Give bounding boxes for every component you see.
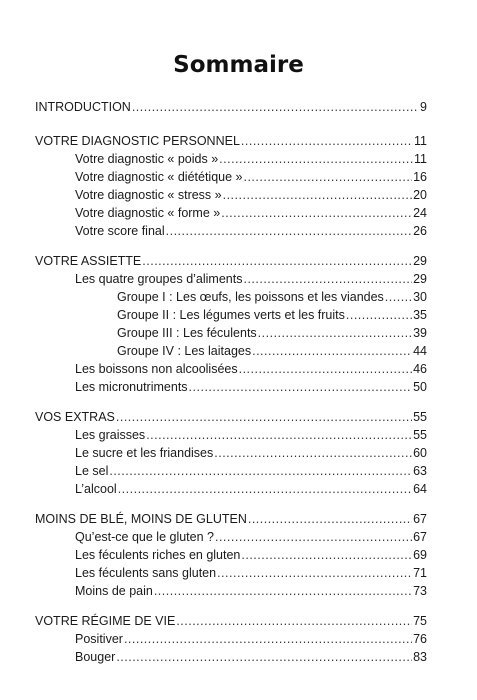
- toc-entry-label: VOTRE DIAGNOSTIC PERSONNEL: [35, 134, 240, 148]
- toc-entry[interactable]: [75, 360, 427, 378]
- dot-leader: [214, 444, 412, 462]
- toc-entry-page: 29: [413, 254, 427, 268]
- toc-entry-label: MOINS DE BLÉ, MOINS DE GLUTEN: [35, 512, 247, 526]
- toc-entry-label: Votre diagnostic « forme »: [75, 206, 221, 220]
- toc-entry-page: 76: [413, 632, 427, 646]
- dot-leader: [346, 306, 412, 324]
- toc-subentry[interactable]: [117, 324, 427, 342]
- toc-entry-label: L’alcool: [75, 482, 117, 496]
- dot-leader: [146, 426, 412, 444]
- toc-subentry[interactable]: [117, 288, 427, 306]
- toc-entry-page: 73: [413, 584, 427, 598]
- toc-entry[interactable]: [75, 630, 427, 648]
- toc-entry-label: Les quatre groupes d’aliments: [75, 272, 243, 286]
- toc-entry-page: 30: [413, 290, 427, 304]
- dot-leader: [243, 270, 412, 288]
- dot-leader: [221, 204, 412, 222]
- toc-subentry[interactable]: [117, 306, 427, 324]
- dot-leader: [176, 612, 412, 630]
- toc-entry-page: 9: [420, 100, 427, 114]
- toc-entry-page: 64: [413, 482, 427, 496]
- toc-entry-label: Le sucre et les friandises: [75, 446, 214, 460]
- dot-leader: [258, 324, 412, 342]
- toc-entry-page: 67: [413, 512, 427, 526]
- toc-entry[interactable]: [75, 528, 427, 546]
- toc-subentry[interactable]: [117, 342, 427, 360]
- toc-entry-page: 83: [413, 650, 427, 664]
- toc-entry-page: 24: [413, 206, 427, 220]
- page-title: Sommaire: [173, 52, 304, 78]
- toc-entry-page: 11: [414, 152, 427, 166]
- toc-entry-page: 55: [413, 410, 427, 424]
- toc-entry-label: Les féculents riches en gluten: [75, 548, 241, 562]
- toc-entry[interactable]: [75, 378, 427, 396]
- toc-entry-page: 60: [413, 446, 427, 460]
- toc-entry-page: 67: [413, 530, 427, 544]
- dot-leader: [109, 462, 412, 480]
- toc-entry-label: INTRODUCTION: [35, 100, 131, 114]
- dot-leader: [132, 98, 419, 116]
- toc-entry-label: VOTRE ASSIETTE: [35, 254, 142, 268]
- toc-entry[interactable]: [75, 582, 427, 600]
- toc-section[interactable]: [35, 132, 427, 150]
- toc-entry[interactable]: [75, 462, 427, 480]
- toc-section[interactable]: [35, 252, 427, 270]
- toc-entry-label: Votre diagnostic « diététique »: [75, 170, 243, 184]
- dot-leader: [248, 510, 412, 528]
- toc-entry-page: 71: [413, 566, 427, 580]
- dot-leader: [116, 648, 412, 666]
- dot-leader: [223, 186, 412, 204]
- toc-entry-page: 50: [413, 380, 427, 394]
- dot-leader: [154, 582, 412, 600]
- toc-section[interactable]: [35, 612, 427, 630]
- toc-entry-page: 63: [413, 464, 427, 478]
- toc-entry[interactable]: [75, 204, 427, 222]
- toc-entry[interactable]: [75, 222, 427, 240]
- toc-entry-label: Groupe I : Les œufs, les poissons et les viandes: [117, 290, 384, 304]
- toc-entry-label: Les boissons non alcoolisées: [75, 362, 238, 376]
- toc-entry-page: 46: [413, 362, 427, 376]
- dot-leader: [241, 546, 412, 564]
- dot-leader: [189, 378, 413, 396]
- toc-entry-page: 55: [413, 428, 427, 442]
- toc-entry-label: Groupe III : Les féculents: [117, 326, 257, 340]
- toc-entry-label: VOTRE RÉGIME DE VIE: [35, 614, 176, 628]
- toc-entry-page: 26: [413, 224, 427, 238]
- toc-entry[interactable]: [75, 426, 427, 444]
- toc-section[interactable]: [35, 510, 427, 528]
- toc-entry-page: 29: [413, 272, 427, 286]
- toc-entry-page: 11: [414, 134, 427, 148]
- toc-entry[interactable]: [75, 480, 427, 498]
- toc-entry-label: VOS EXTRAS: [35, 410, 115, 424]
- toc-entry-label: Le sel: [75, 464, 109, 478]
- dot-leader: [385, 288, 412, 306]
- toc-entry-label: Les graisses: [75, 428, 146, 442]
- toc-entry[interactable]: [35, 98, 427, 116]
- toc-entry[interactable]: [75, 564, 427, 582]
- toc-entry-label: Votre score final: [75, 224, 165, 238]
- dot-leader: [219, 150, 413, 168]
- toc-entry-page: 16: [413, 170, 427, 184]
- toc-entry-page: 69: [413, 548, 427, 562]
- dot-leader: [252, 342, 412, 360]
- toc-entry-label: Moins de pain: [75, 584, 153, 598]
- toc-entry-label: Votre diagnostic « stress »: [75, 188, 222, 202]
- dot-leader: [215, 528, 412, 546]
- dot-leader: [116, 408, 412, 426]
- toc-entry[interactable]: [75, 186, 427, 204]
- toc-entry-page: 44: [413, 344, 427, 358]
- toc-entry[interactable]: [75, 648, 427, 666]
- toc-entry-label: Votre diagnostic « poids »: [75, 152, 219, 166]
- toc-entry-label: Groupe II : Les légumes verts et les fruits: [117, 308, 345, 322]
- dot-leader: [217, 564, 412, 582]
- dot-leader: [166, 222, 412, 240]
- toc-entry[interactable]: [75, 546, 427, 564]
- toc-section[interactable]: [35, 408, 427, 426]
- toc-entry-label: Positiver: [75, 632, 123, 646]
- toc-entry-label: Les micronutriments: [75, 380, 188, 394]
- dot-leader: [239, 360, 412, 378]
- toc-entry-page: 20: [413, 188, 427, 202]
- toc-entry-label: Bouger: [75, 650, 116, 664]
- toc-entry-label: Les féculents sans gluten: [75, 566, 217, 580]
- toc-entry-label: Qu’est-ce que le gluten ?: [75, 530, 214, 544]
- toc-entry[interactable]: [75, 444, 427, 462]
- toc-entry-page: 35: [413, 308, 427, 322]
- dot-leader: [118, 480, 412, 498]
- dot-leader: [142, 252, 412, 270]
- toc-entry-label: Groupe IV : Les laitages: [117, 344, 252, 358]
- toc-entry-page: 75: [413, 614, 427, 628]
- dot-leader: [124, 630, 412, 648]
- dot-leader: [241, 132, 413, 150]
- toc-entry[interactable]: [75, 270, 427, 288]
- dot-leader: [243, 168, 412, 186]
- toc-entry-page: 39: [413, 326, 427, 340]
- toc-entry[interactable]: [75, 168, 427, 186]
- toc-entry[interactable]: [75, 150, 427, 168]
